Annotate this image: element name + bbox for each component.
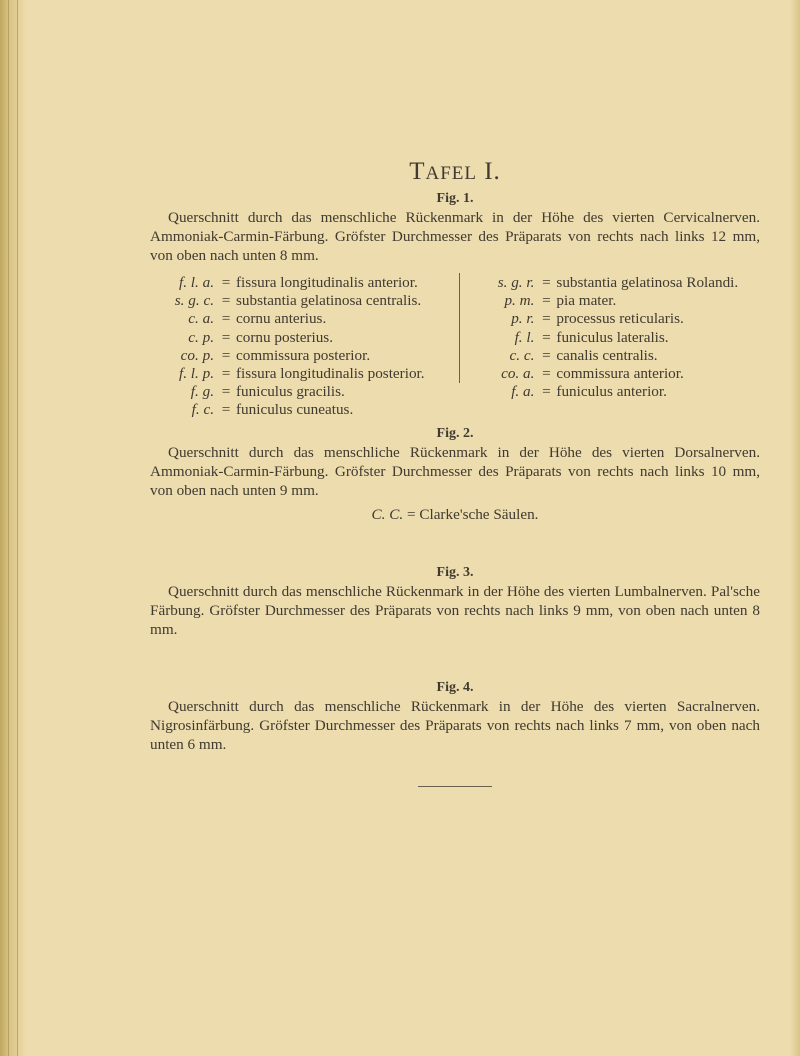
legend-term: substantia gelatinosa Rolandi. [556,274,739,291]
legend-abbr: c. a. [188,310,214,328]
legend-equals: = [221,364,231,382]
fig3-heading: Fig. 3. [436,565,474,580]
title-initial: T [409,158,426,185]
legend-abbr: f. l. [514,328,535,346]
legend-row [470,382,760,400]
legend-row [470,273,760,291]
legend-term: funiculus gracilis. [236,383,345,401]
legend-abbr: f. a. [511,383,535,401]
legend-term: canalis centralis. [556,346,658,364]
legend-row [150,328,449,346]
legend-equals: = [221,274,231,291]
legend-equals: = [542,364,551,382]
legend-equals: = [542,328,551,346]
legend-abbr: p. r. [511,310,535,328]
title-rest: AFEL [425,163,477,184]
legend-equals: = [542,383,551,401]
legend-term: fissura longitudinalis anterior. [236,274,418,291]
legend-term: pia mater. [556,292,617,310]
legend-abbr: s. g. c. [174,292,214,310]
legend-equals: = [221,401,231,419]
legend-row [470,364,760,382]
legend-left-column [150,273,459,419]
fig4-description: Querschnitt durch das menschliche Rückenmark in der Höhe des vierten Sacralnerven. Nigrosinfärbung. Gröfster Durchmesser des Präparats von rechts nach links 7 mm, von oben nach unten 6 mm. [150,698,760,753]
legend-row [470,309,760,327]
title-number: I. [484,158,501,185]
legend-equals: = [542,346,551,364]
fig2-heading: Fig. 2. [436,426,474,441]
legend-equals: = [221,383,231,401]
legend-abbr: co. p. [180,346,214,364]
legend-abbr: co. a. [501,364,535,382]
fig1-legend [150,273,760,419]
legend-row [150,400,449,418]
fig4-heading: Fig. 4. [436,680,474,695]
legend-term: cornu anterius. [236,310,327,328]
plate-title [150,158,760,188]
fig2-note-abbr: C. C. [371,506,404,523]
legend-abbr: f. g. [190,383,214,401]
legend-term: funiculus anterior. [556,383,667,401]
fig3-description: Querschnitt durch das menschliche Rückenmark in der Höhe des vierten Lumbalnerven. Pal'sche Färbung. Gröfster Durchmesser des Präparats von rechts nach links 9 mm, von oben nach unten 8 mm. [150,583,760,638]
legend-row [150,309,449,327]
legend-equals: = [221,310,231,328]
fig2-note-term: Clarke'sche Säulen. [419,506,539,523]
legend-abbr: s. g. r. [497,274,535,291]
legend-term: funiculus cuneatus. [236,401,354,419]
fig2-description: Querschnitt durch das menschliche Rückenmark in der Höhe des vierten Dorsalnerven. Ammoniak-Carmin-Färbung. Gröfster Durchmesser des Präparats von rechts nach links 10 mm, von oben nach unten 9 mm. [150,444,760,499]
legend-row [470,291,760,309]
legend-row [470,346,760,364]
legend-row [150,273,449,291]
legend-abbr: f. c. [191,401,214,419]
legend-equals: = [542,310,551,328]
legend-term: commissura posterior. [236,346,371,364]
legend-equals: = [542,274,551,291]
page-right-edge [790,0,800,1056]
legend-term: processus reticularis. [556,310,684,328]
legend-term: fissura longitudinalis posterior. [236,364,425,382]
legend-abbr: c. p. [188,328,214,346]
legend-row [150,346,449,364]
legend-row [150,291,449,309]
fig1-heading: Fig. 1. [436,191,474,206]
legend-abbr: p. m. [504,292,535,310]
legend-row [470,328,760,346]
fig2-note [150,505,760,524]
legend-equals: = [221,292,231,310]
legend-abbr: c. c. [509,346,535,364]
plate-page [150,158,760,787]
book-spine-edge [0,0,26,1056]
spine-fold-line [17,0,18,1056]
fig2-note-equals: = [406,506,416,523]
legend-row [150,364,449,382]
legend-row [150,382,449,400]
legend-equals: = [221,346,231,364]
spine-fold-line [8,0,9,1056]
legend-abbr: f. l. a. [178,274,214,291]
legend-term: funiculus lateralis. [556,328,669,346]
legend-equals: = [221,328,231,346]
legend-abbr: f. l. p. [178,364,214,382]
legend-term: substantia gelatinosa centralis. [236,292,422,310]
legend-term: cornu posterius. [236,328,334,346]
legend-term: commissura anterior. [556,364,684,382]
legend-equals: = [542,292,551,310]
fig1-description: Querschnitt durch das menschliche Rückenmark in der Höhe des vierten Cervicalnerven. Ammoniak-Carmin-Färbung. Gröfster Durchmesser des Präparats von rechts nach links 12 mm, von oben nach unten 8 mm. [150,209,760,264]
legend-right-column [459,273,760,401]
closing-rule [418,786,492,787]
